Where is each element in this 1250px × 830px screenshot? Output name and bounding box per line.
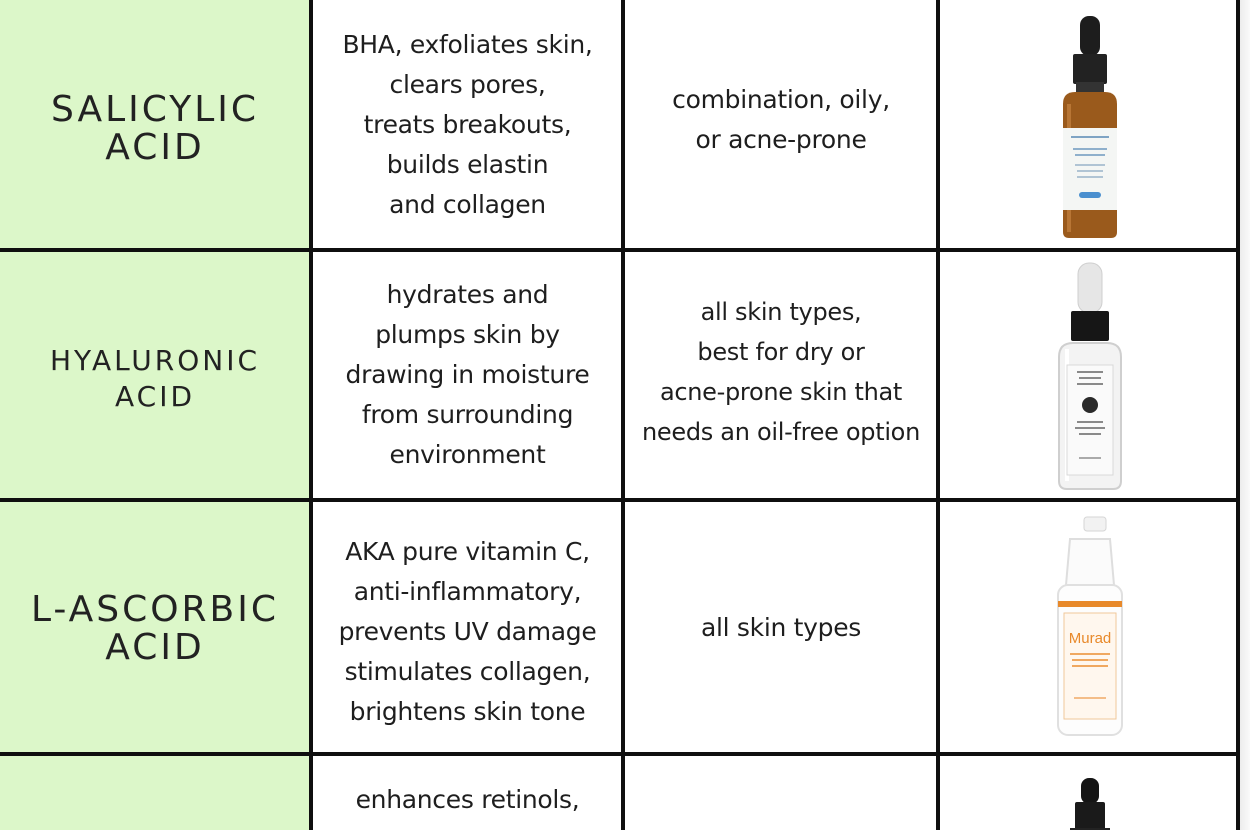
table-row [0, 502, 1240, 752]
benefit-line: treats breakouts, [363, 110, 572, 139]
column-divider [621, 0, 625, 830]
table-row [0, 252, 1240, 498]
benefits-cell [313, 756, 622, 830]
ingredient-cell [0, 502, 310, 752]
benefit-line: prevents UV damage [338, 617, 597, 646]
skin-type-line: all skin types [700, 613, 862, 642]
benefit-line: hydrates and [386, 280, 549, 309]
row-divider [0, 498, 1240, 502]
amber-dropper-bottle-icon [1035, 4, 1145, 244]
row-divider [0, 248, 1240, 252]
benefits-cell [313, 252, 622, 498]
table-row [0, 756, 1240, 830]
skin-types-cell [625, 252, 937, 498]
skin-type-line: or acne-prone [695, 125, 867, 154]
skin-types-cell [625, 756, 937, 830]
table-row [0, 0, 1240, 248]
benefit-line: and collagen [389, 190, 546, 219]
ingredient-cell [0, 756, 310, 830]
benefits-cell [313, 0, 622, 248]
pump-bottle-icon [1030, 509, 1150, 745]
row-divider [0, 752, 1240, 756]
ingredient-name-line: ACID [105, 627, 205, 668]
benefits-cell [313, 502, 622, 752]
skin-type-line: needs an oil-free option [642, 418, 920, 446]
ingredient-cell [0, 252, 310, 498]
ingredient-name-line: L-ASCORBIC [30, 589, 280, 631]
column-divider [309, 0, 313, 830]
benefit-line: AKA pure vitamin C, [345, 537, 590, 566]
ingredient-cell [0, 0, 310, 248]
skin-type-line: all skin types, [700, 298, 862, 326]
skin-type-line: combination, oily, [672, 85, 890, 114]
dark-dropper-bottle-icon [1060, 778, 1120, 830]
benefit-line: plumps skin by [375, 320, 560, 349]
skin-type-line: best for dry or [697, 338, 865, 366]
scroll-edge [1240, 0, 1250, 830]
benefit-line: builds elastin [386, 150, 549, 179]
product-brand-label: Murad [1068, 630, 1112, 647]
clear-dropper-bottle-icon [1035, 257, 1145, 493]
ingredient-name-line: ACID [105, 127, 205, 168]
benefit-line: brightens skin tone [349, 697, 586, 726]
product-cell [940, 252, 1240, 498]
product-cell [940, 0, 1240, 248]
product-cell [940, 756, 1240, 830]
skin-type-line: acne-prone skin that [659, 378, 903, 406]
benefit-line: stimulates collagen, [344, 657, 591, 686]
column-divider [936, 0, 940, 830]
ingredient-name-line: ACID [114, 380, 196, 413]
benefit-line: anti-inflammatory, [353, 577, 582, 606]
benefit-line: drawing in moisture [345, 360, 590, 389]
skin-types-cell [625, 0, 937, 248]
benefit-line: from surrounding [361, 400, 574, 429]
skin-types-cell [625, 502, 937, 752]
benefit-line: BHA, exfoliates skin, [342, 30, 593, 59]
ingredient-name-line: SALICYLIC [50, 89, 260, 131]
ingredient-name-line: HYALURONIC [49, 343, 261, 377]
product-cell [940, 502, 1240, 752]
benefit-line: clears pores, [389, 70, 546, 99]
benefit-line: enhances retinols, [355, 785, 580, 814]
benefit-line: environment [389, 440, 546, 469]
